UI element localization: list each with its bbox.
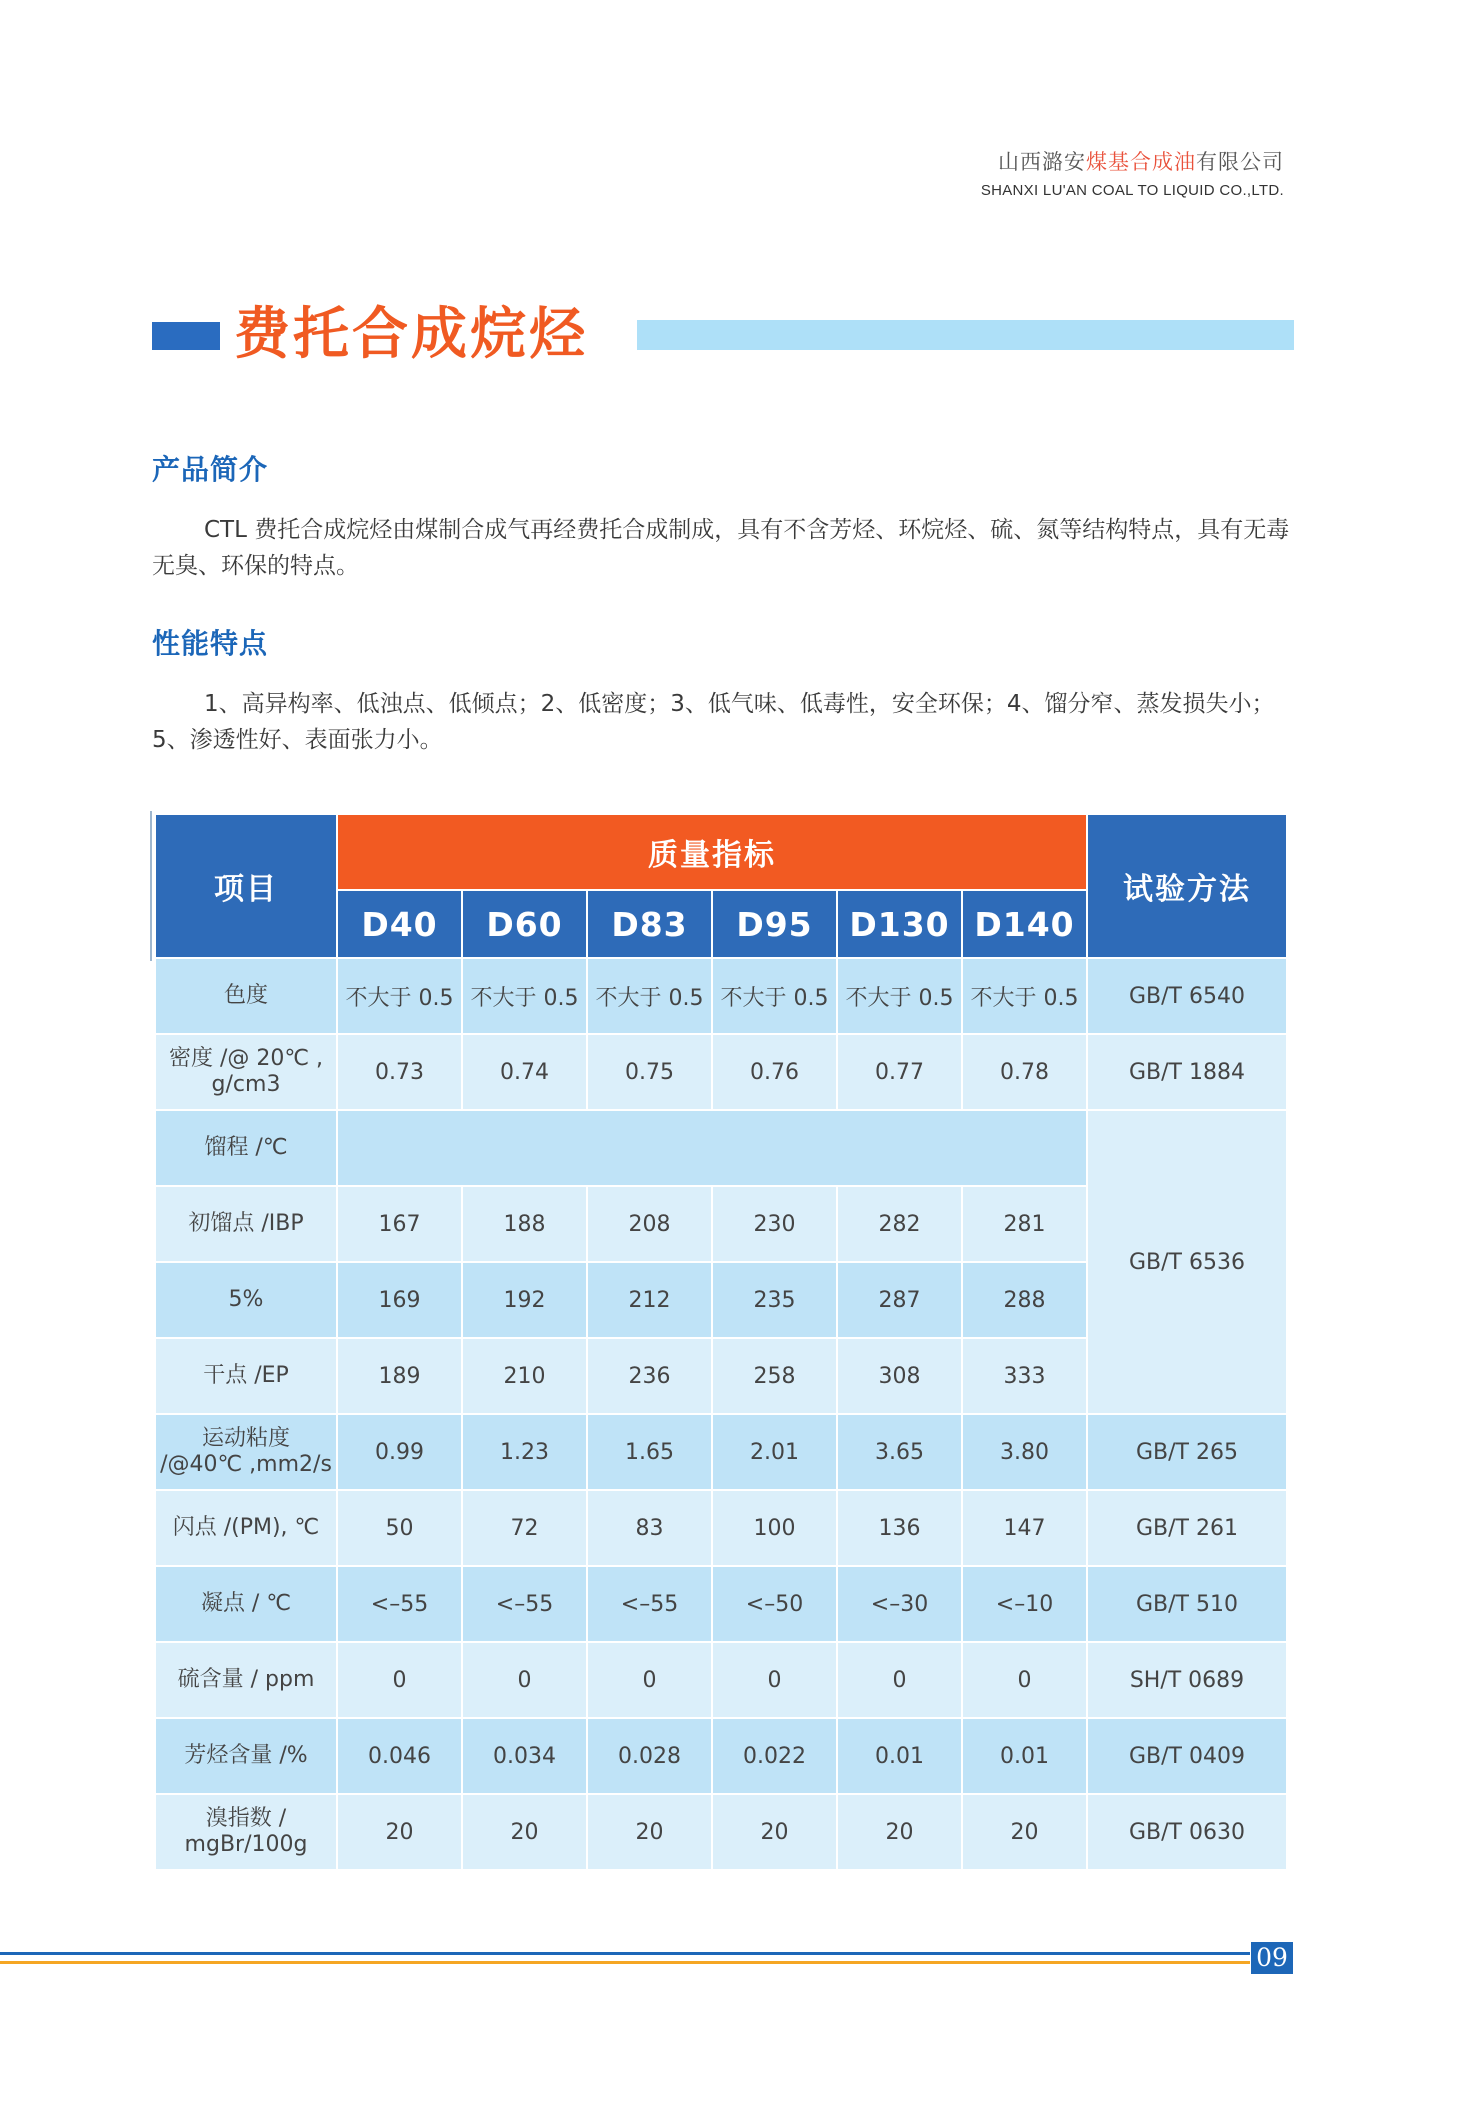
table-cell: 281 [962,1186,1087,1262]
method-cell: GB/T 0630 [1087,1794,1287,1870]
method-cell: GB/T 261 [1087,1490,1287,1566]
table-row-density [155,1034,1287,1110]
grade-d40: D40 [337,890,462,958]
table-cell: 0 [587,1642,712,1718]
company-name-cn: 山西潞安煤基合成油有限公司 [998,150,1284,174]
table-cell: 235 [712,1262,837,1338]
table-cell: 189 [337,1338,462,1414]
table-cell: 288 [962,1262,1087,1338]
row-label: 运动粘度 /@40℃ ,mm2/s [155,1414,337,1490]
table-cell: 不大于 0.5 [337,958,462,1034]
features-heading: 性能特点 [152,627,269,660]
table-header-row-1 [155,814,1287,890]
table-cell: 236 [587,1338,712,1414]
table-cell: 1.23 [462,1414,587,1490]
header-method: 试验方法 [1087,814,1287,958]
table-cell: 167 [337,1186,462,1262]
table-cell: 0.034 [462,1718,587,1794]
table-cell: 72 [462,1490,587,1566]
table-cell: 0.022 [712,1718,837,1794]
header-quality: 质量指标 [337,814,1087,890]
header-item: 项目 [155,814,337,958]
table-row-freeze [155,1566,1287,1642]
table-cell: 0.01 [837,1718,962,1794]
table-cell: 2.01 [712,1414,837,1490]
table-cell: 333 [962,1338,1087,1414]
table-row-bromine [155,1794,1287,1870]
table-row-distillation [155,1110,1287,1186]
table-cell: 0 [712,1642,837,1718]
page-title-row [152,296,1294,372]
grade-d60: D60 [462,890,587,958]
table-cell: 0 [462,1642,587,1718]
table-row-aromatic [155,1718,1287,1794]
table-cell: 287 [837,1262,962,1338]
table-cell: 0.046 [337,1718,462,1794]
row-label: 密度 /@ 20℃ , g/cm3 [155,1034,337,1110]
table-cell: <–10 [962,1566,1087,1642]
title-decor-left [152,322,220,350]
page-title: 费托合成烷烃 [234,301,588,367]
row-label: 干点 /EP [155,1338,337,1414]
company-header [981,146,1284,199]
table-cell: 不大于 0.5 [837,958,962,1034]
table-cell: 不大于 0.5 [962,958,1087,1034]
grade-d95: D95 [712,890,837,958]
table-cell: 0.99 [337,1414,462,1490]
table-cell: 0.77 [837,1034,962,1110]
features-paragraph: 1、高异构率、低浊点、低倾点；2、低密度；3、低气味、低毒性，安全环保；4、馏分窄、蒸发损失小；5、渗透性好、表面张力小。 [152,691,1275,753]
table-cell: 210 [462,1338,587,1414]
grade-d140: D140 [962,890,1087,958]
grade-d130: D130 [837,890,962,958]
table-cell: 0 [837,1642,962,1718]
table-cell: 0.01 [962,1718,1087,1794]
method-cell: GB/T 1884 [1087,1034,1287,1110]
method-cell: GB/T 6540 [1087,958,1287,1034]
row-label: 芳烃含量 /% [155,1718,337,1794]
table-cell: <–55 [337,1566,462,1642]
row-label: 色度 [155,958,337,1034]
table-row-viscosity [155,1414,1287,1490]
row-label: 馏程 /℃ [155,1110,337,1186]
footer-rule-orange [0,1961,1250,1964]
table-cell: 3.80 [962,1414,1087,1490]
table-cell: 50 [337,1490,462,1566]
table-cell: 0.74 [462,1034,587,1110]
table-cell: 0 [337,1642,462,1718]
spec-table [154,813,1288,1871]
table-cell: 282 [837,1186,962,1262]
method-cell: GB/T 265 [1087,1414,1287,1490]
table-left-rule [150,811,152,961]
intro-heading: 产品简介 [152,453,269,486]
table-cell: 308 [837,1338,962,1414]
table-cell: 212 [587,1262,712,1338]
row-label: 溴指数 / mgBr/100g [155,1794,337,1870]
table-cell: 100 [712,1490,837,1566]
table-cell: 192 [462,1262,587,1338]
row-label: 初馏点 /IBP [155,1186,337,1262]
table-row-flash [155,1490,1287,1566]
company-name-en: SHANXI LU'AN COAL TO LIQUID CO.,LTD. [980,182,1284,199]
table-cell: 83 [587,1490,712,1566]
method-cell: SH/T 0689 [1087,1642,1287,1718]
table-cell: 20 [337,1794,462,1870]
title-decor-right [637,320,1294,350]
table-cell: 0.028 [587,1718,712,1794]
intro-paragraph: CTL 费托合成烷烃由煤制合成气再经费托合成制成，具有不含芳烃、环烷烃、硫、氮等结构特点，具有无毒无臭、环保的特点。 [152,517,1290,579]
table-cell: <–50 [712,1566,837,1642]
table-cell: 不大于 0.5 [587,958,712,1034]
method-cell: GB/T 510 [1087,1566,1287,1642]
table-cell: <–30 [837,1566,962,1642]
table-cell: 136 [837,1490,962,1566]
table-cell: 0 [962,1642,1087,1718]
table-cell: 147 [962,1490,1087,1566]
table-cell: 230 [712,1186,837,1262]
table-cell: 3.65 [837,1414,962,1490]
table-cell: 0.73 [337,1034,462,1110]
table-cell: 1.65 [587,1414,712,1490]
table-cell-blank [337,1110,1087,1186]
table-cell: 0.75 [587,1034,712,1110]
page-number: 09 [1251,1942,1293,1974]
table-cell: 0.76 [712,1034,837,1110]
table-cell: 20 [712,1794,837,1870]
grade-d83: D83 [587,890,712,958]
row-label: 闪点 /(PM), ℃ [155,1490,337,1566]
footer-rule-blue [0,1952,1250,1955]
row-label: 硫含量 / ppm [155,1642,337,1718]
row-label: 凝点 / ℃ [155,1566,337,1642]
table-cell: 不大于 0.5 [712,958,837,1034]
table-cell: 20 [837,1794,962,1870]
row-label: 5% [155,1262,337,1338]
table-cell: 20 [587,1794,712,1870]
table-cell: 不大于 0.5 [462,958,587,1034]
method-cell: GB/T 6536 [1087,1110,1287,1414]
table-cell: <–55 [462,1566,587,1642]
table-row-color [155,958,1287,1034]
table-cell: 169 [337,1262,462,1338]
table-cell: 188 [462,1186,587,1262]
table-cell: 208 [587,1186,712,1262]
table-cell: 20 [462,1794,587,1870]
table-cell: <–55 [587,1566,712,1642]
method-cell: GB/T 0409 [1087,1718,1287,1794]
table-row-sulfur [155,1642,1287,1718]
table-cell: 20 [962,1794,1087,1870]
table-cell: 258 [712,1338,837,1414]
table-cell: 0.78 [962,1034,1087,1110]
